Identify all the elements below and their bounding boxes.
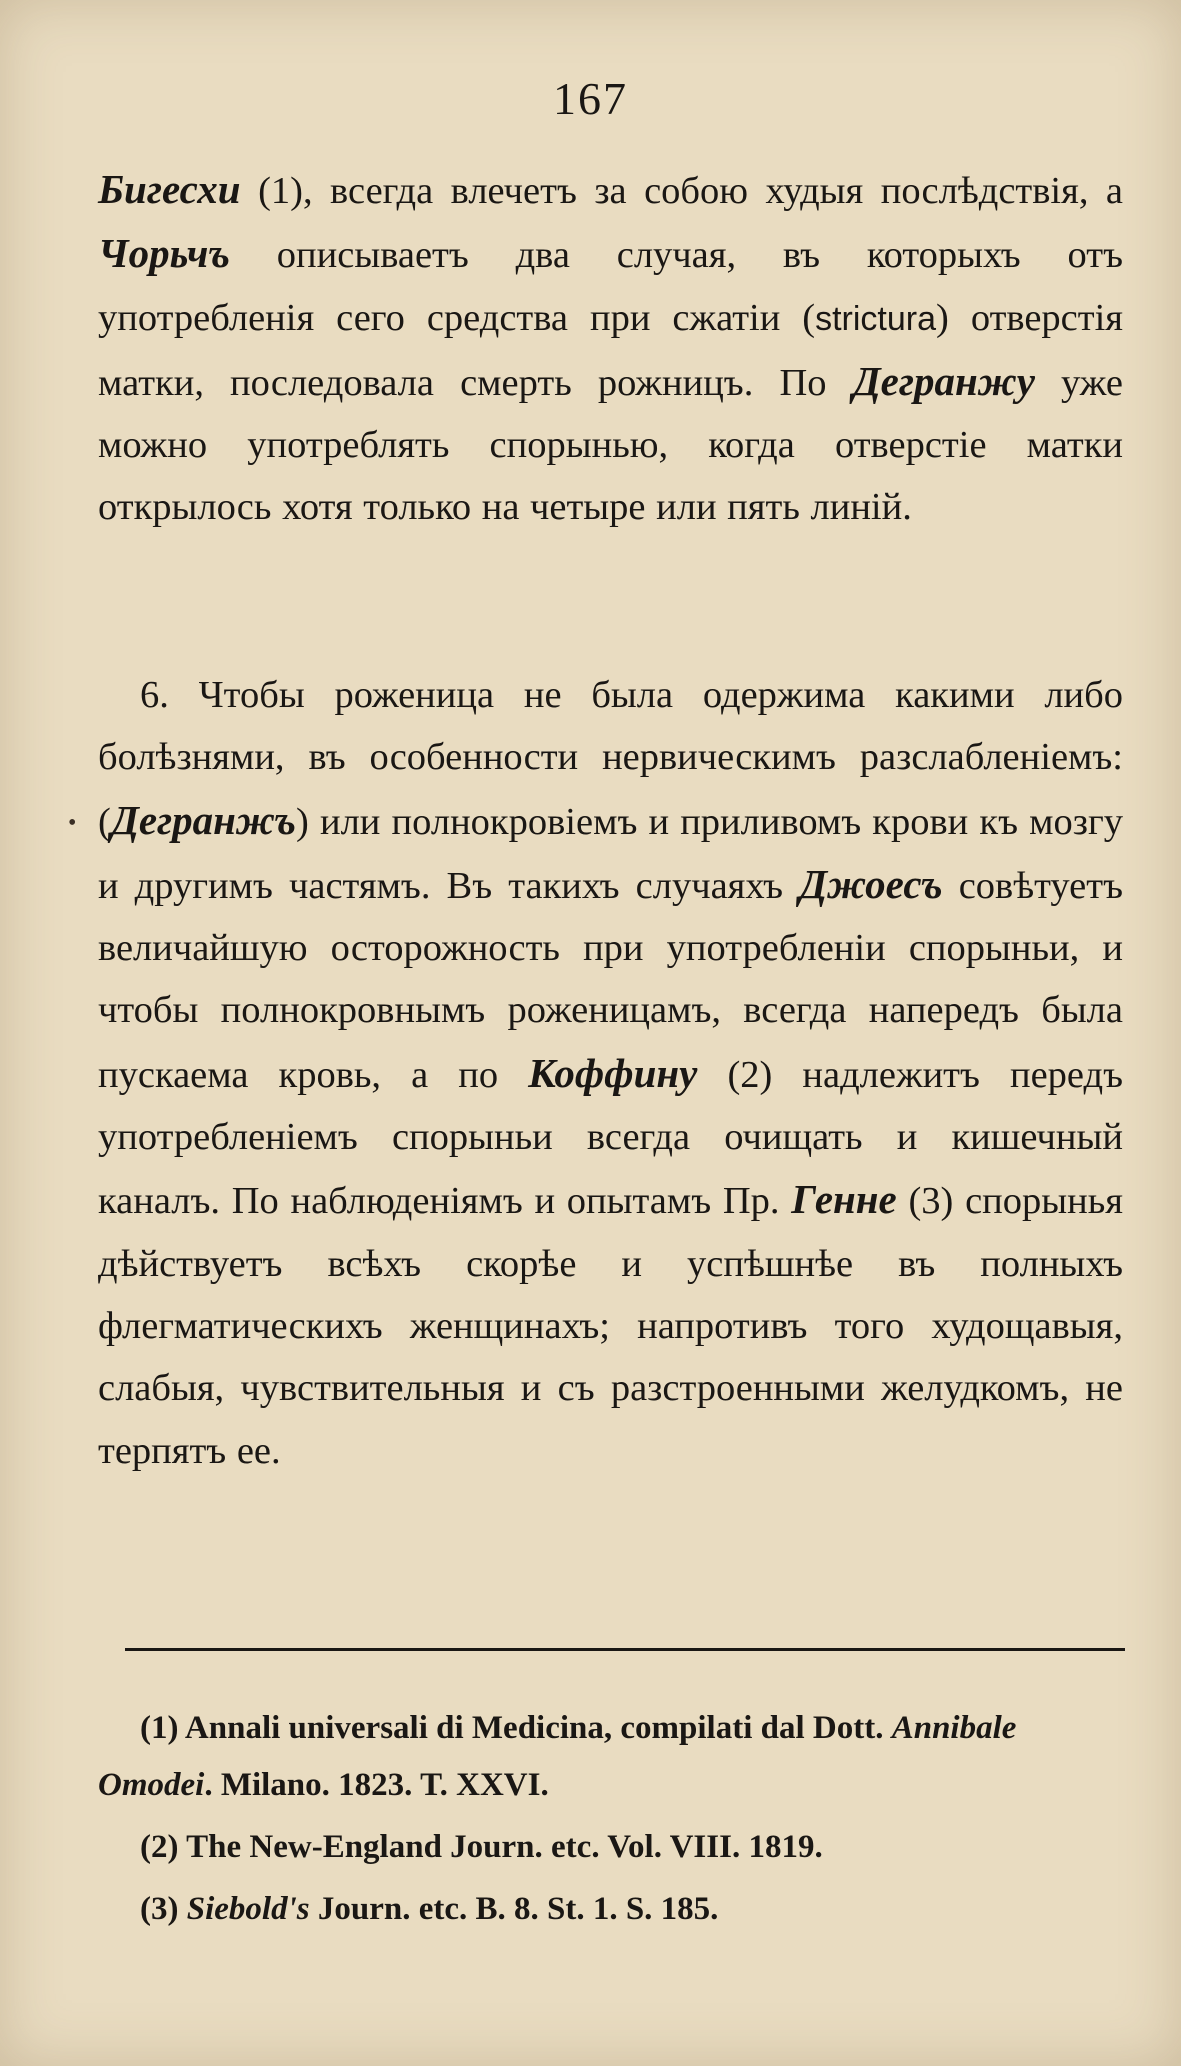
author-name: Генне	[791, 1176, 897, 1223]
text-run: совѣтуетъ величайшую осторожность при употребленіи спорыньи, и чтобы полнокровнымъ роженицамъ, всегда напередъ была пускаема кровь, а по	[98, 864, 1123, 1096]
author-name: Дегранжъ	[110, 796, 297, 843]
author-name: Annibale Omodei	[98, 1710, 1017, 1803]
text-run: . Milano. 1823. T. XXVI.	[204, 1767, 549, 1803]
author-name: Дегранжу	[852, 357, 1035, 404]
text-run: 6. Чтобы роженица не была одержима какими либо болѣзнями, въ особенности нервическимъ разслабленіемъ: (	[98, 674, 1123, 843]
author-name: Коффину	[528, 1049, 698, 1096]
author-name: Джоесъ	[799, 860, 943, 907]
footnote-rule	[125, 1648, 1125, 1651]
text-run: (2) надлежитъ передъ употребленіемъ спорыньи всегда очищать и кишечный каналъ. По наблюденіямъ и опытамъ Пр.	[98, 1053, 1123, 1223]
author-name: Чорьчъ	[98, 230, 230, 277]
footnote-2: (2) The New-England Journ. etc. Vol. VIII. 1819.	[140, 1829, 823, 1865]
footnote-1	[98, 1700, 1138, 1814]
text-run: Journ. etc. B. 8. St. 1. S. 185.	[309, 1891, 719, 1927]
text-run: уже можно употреблять спорынью, когда отверстіе матки открылось хотя только на четыре или пять линій.	[98, 361, 1123, 529]
text-run: (3)	[140, 1891, 187, 1927]
author-name: Siebold's	[186, 1891, 310, 1927]
latin-term: strictura	[815, 299, 937, 338]
paragraph-2	[98, 664, 1123, 1482]
author-name: Бигесхи	[98, 166, 241, 212]
text-run: (1), всегда влечетъ за собою худыя послѣдствія, а	[240, 170, 1123, 212]
text-run: ) отверстія матки, последовала смерть рожницъ. По	[98, 296, 1123, 404]
footnotes	[98, 1700, 1138, 1943]
footnote-3	[98, 1881, 1138, 1938]
text-run: (3) спорынья дѣйствуетъ всѣхъ скорѣе и успѣшнѣе въ полныхъ флегматическихъ женщинахъ; напротивъ того худощавыя, слабыя, чувствительныя и съ разстроенными желудкомъ, не терпятъ ее.	[98, 1180, 1123, 1472]
paragraph-1	[98, 158, 1123, 539]
page-number: 167	[553, 73, 628, 124]
margin-mark: •	[68, 810, 77, 836]
text-run: описываетъ два случая, въ которыхъ отъ употребленія сего средства при сжатіи (	[98, 234, 1123, 339]
text-run: ) или полнокровіемъ и приливомъ крови къ мозгу и другимъ частямъ. Въ такихъ случаяхъ	[98, 800, 1123, 907]
text-run: (1) Annali universali di Medicina, compilati dal Dott.	[140, 1710, 892, 1746]
